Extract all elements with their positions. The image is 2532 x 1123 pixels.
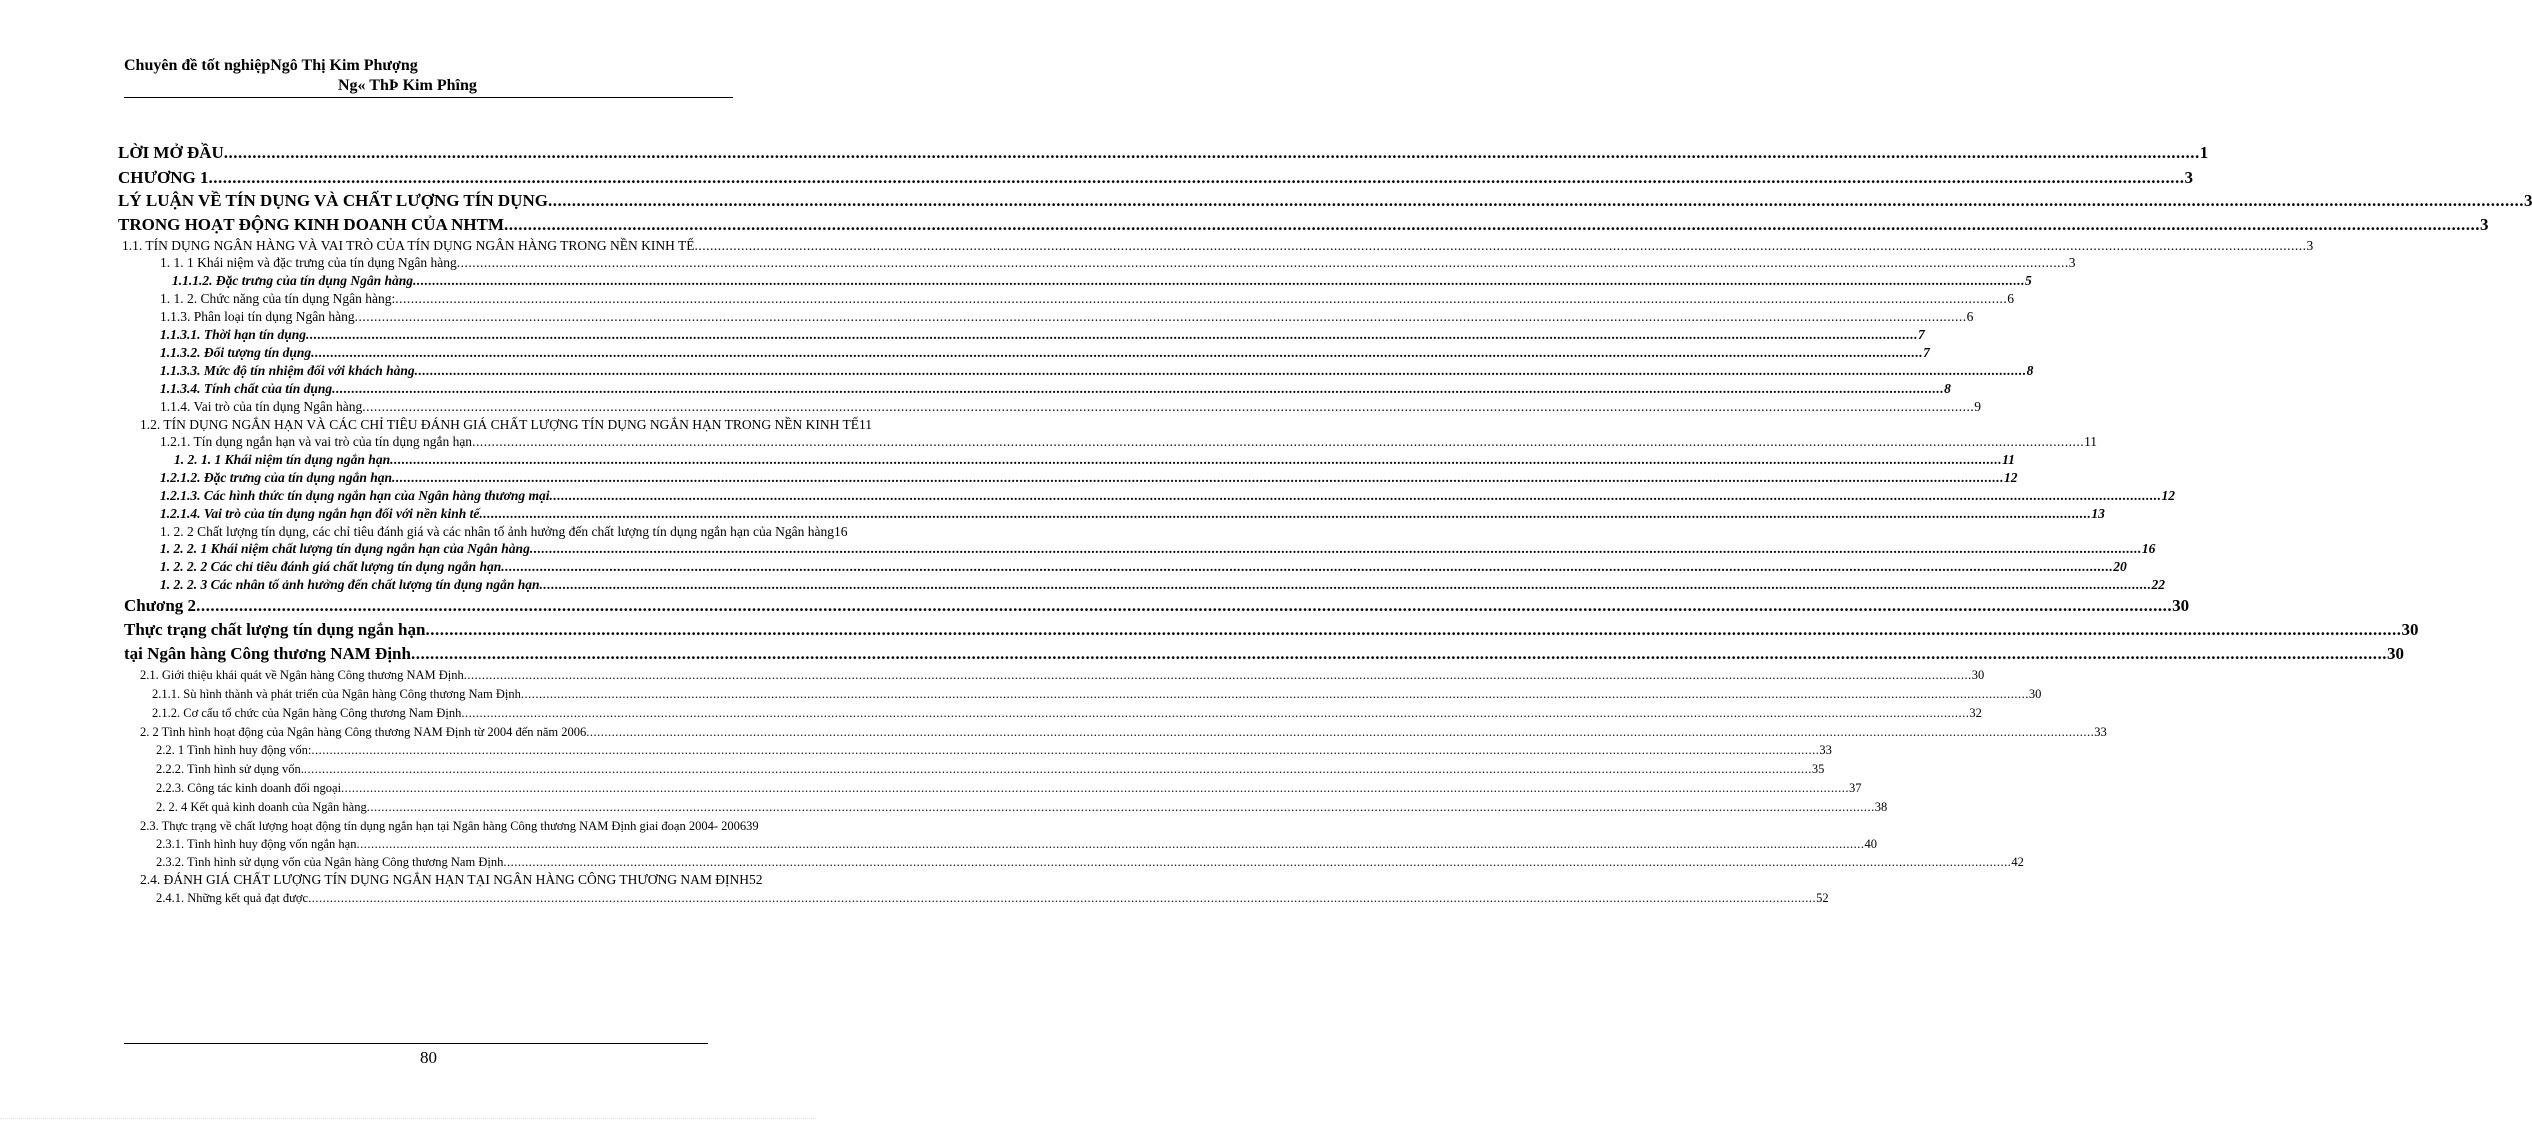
toc-page: 37 xyxy=(1849,781,1862,795)
toc-entry[interactable] xyxy=(118,523,848,540)
toc-page: 1 xyxy=(2199,143,2209,162)
toc-page: 3 xyxy=(2523,191,2532,210)
toc-page: 20 xyxy=(2113,559,2127,574)
toc-entry[interactable] xyxy=(118,871,763,889)
toc-title: 2.3.1. Tình hình huy động vốn ngắn hạn xyxy=(156,837,357,851)
table-of-contents xyxy=(118,141,2532,907)
toc-page: 32 xyxy=(1969,706,1982,720)
toc-entry[interactable] xyxy=(118,540,2156,558)
toc-title: 1.1.3.1. Thời hạn tín dụng xyxy=(160,327,307,342)
toc-page: 42 xyxy=(2011,855,2024,869)
toc-entry[interactable] xyxy=(118,505,2105,523)
toc-entry[interactable] xyxy=(118,798,1888,817)
toc-page: 12 xyxy=(2161,488,2176,503)
page-header xyxy=(124,56,733,96)
toc-title: 1.1.3. Phân loại tín dụng Ngân hàng xyxy=(160,309,355,324)
toc-entry[interactable] xyxy=(118,741,1832,760)
toc-page: 16 xyxy=(833,524,848,539)
toc-page: 16 xyxy=(2141,541,2156,556)
toc-entry[interactable] xyxy=(118,487,2176,505)
toc-page: 3 xyxy=(2068,255,2076,270)
toc-page: 6 xyxy=(1966,309,1974,324)
toc-title: 1. 1. 1 Khái niệm và đặc trưng của tín dụng Ngân hàng xyxy=(160,255,457,270)
toc-entry[interactable] xyxy=(118,642,2404,666)
toc-title: 1.2.1.3. Các hình thức tín dụng ngắn hạn của Ngân hàng thương mại xyxy=(160,488,550,503)
toc-page: 52 xyxy=(1816,891,1829,905)
toc-page: 30 xyxy=(2401,620,2419,639)
toc-title: 2.1.2. Cơ cấu tổ chức của Ngân hàng Công thương Nam Định xyxy=(152,706,462,720)
toc-title: 1.1. TÍN DỤNG NGÂN HÀNG VÀ VAI TRÒ CỦA TÍN DỤNG NGÂN HÀNG TRONG NỀN KINH TẾ xyxy=(122,238,695,253)
toc-title: 1.1.3.4. Tính chất của tín dụng xyxy=(160,381,333,396)
toc-entry[interactable] xyxy=(118,398,1981,416)
toc-entry[interactable] xyxy=(118,380,1951,398)
toc-entry[interactable] xyxy=(118,344,1930,362)
toc-entry[interactable] xyxy=(118,254,2076,272)
toc-title: 2.3.2. Tình hình sử dụng vốn của Ngân hàng Công thương Nam Định xyxy=(156,855,504,869)
toc-entry[interactable] xyxy=(118,817,759,835)
toc-entry[interactable] xyxy=(118,558,2127,576)
toc-title: Chương 2 xyxy=(124,596,197,615)
toc-page: 33 xyxy=(1819,743,1832,757)
toc-entry[interactable] xyxy=(118,685,2042,704)
toc-page: 33 xyxy=(2094,725,2107,739)
toc-entry[interactable] xyxy=(118,416,872,433)
toc-title: 2. 2. 4 Kết quả kinh doanh của Ngân hàng xyxy=(156,800,367,814)
toc-page: 12 xyxy=(2004,470,2018,485)
toc-page: 30 xyxy=(1971,668,1985,682)
toc-title: 2.1. Giới thiệu khái quát về Ngân hàng Công thương NAM Định xyxy=(140,668,464,682)
toc-title: 1.1.3.2. Đối tượng tín dụng xyxy=(160,345,312,360)
toc-entry[interactable] xyxy=(118,779,1862,798)
toc-page: 30 xyxy=(2172,596,2190,615)
toc-entry[interactable] xyxy=(118,723,2107,741)
header-line-1: Chuyên đề tốt nghiệpNgô Thị Kim Phượng xyxy=(124,57,418,74)
toc-title: 2.2.2. Tình hình sử dụng vốn. xyxy=(156,762,304,776)
toc-page: 13 xyxy=(2091,506,2105,521)
toc-page: 8 xyxy=(2026,363,2034,378)
toc-title: 1.2.1.4. Vai trò của tín dụng ngắn hạn đối với nền kinh tế xyxy=(160,506,480,521)
toc-entry[interactable] xyxy=(118,618,2419,642)
toc-entry[interactable] xyxy=(118,433,2098,451)
toc-entry[interactable] xyxy=(118,704,1982,723)
toc-page: 6 xyxy=(2007,291,2015,306)
toc-page: 38 xyxy=(1874,800,1888,814)
toc-title: 1.2.1. Tín dụng ngắn hạn và vai trò của tín dụng ngắn hạn xyxy=(160,434,473,449)
toc-page: 11 xyxy=(2002,452,2015,467)
toc-title: CHƯƠNG 1 xyxy=(118,168,209,187)
toc-title: 2.4. ĐÁNH GIÁ CHẤT LƯỢNG TÍN DỤNG NGẮN HẠN TẠI NGÂN HÀNG CÔNG THƯƠNG NAM ĐỊNH xyxy=(140,872,750,887)
toc-page: 3 xyxy=(2480,215,2489,234)
toc-title: 1. 2. 2 Chất lượng tín dụng, các chỉ tiêu đánh giá và các nhân tố ảnh hưởng đến chất lượng tín dụng ngắn hạn của Ngân hàng xyxy=(160,524,834,539)
toc-entry[interactable] xyxy=(118,290,2015,308)
toc-title: 1. 2. 2. 1 Khái niệm chất lượng tín dụng ngắn hạn của Ngân hàng xyxy=(160,541,530,556)
toc-page: 5 xyxy=(2025,273,2032,288)
toc-entry[interactable] xyxy=(118,853,2024,871)
header-rule xyxy=(124,97,733,98)
toc-entry[interactable] xyxy=(118,594,2190,618)
toc-entry[interactable] xyxy=(118,237,2314,254)
toc-title: 1.1.1.2. Đặc trưng của tín dụng Ngân hàng xyxy=(172,273,414,288)
header-line-2: Ng« ThÞ Kim Phîng xyxy=(338,77,477,94)
page-number: 80 xyxy=(420,1048,437,1067)
toc-entry[interactable] xyxy=(118,576,2166,594)
toc-title: Thực trạng chất lượng tín dụng ngắn hạn xyxy=(124,620,426,639)
footer-rule xyxy=(124,1043,708,1044)
toc-entry[interactable] xyxy=(118,362,2034,380)
toc-title: TRONG HOẠT ĐỘNG KINH DOANH CỦA NHTM xyxy=(118,215,504,234)
toc-entry[interactable] xyxy=(118,308,1974,326)
toc-page: 35 xyxy=(1811,762,1825,776)
toc-entry[interactable] xyxy=(118,166,2194,189)
toc-title: 1.2. TÍN DỤNG NGẮN HẠN VÀ CÁC CHỈ TIÊU ĐÁNH GIÁ CHẤT LƯỢNG TÍN DỤNG NGẮN HẠN TRONG NỀN KINH TẾ xyxy=(140,417,859,432)
toc-entry[interactable] xyxy=(118,760,1825,779)
toc-page: 7 xyxy=(1923,345,1930,360)
toc-page: 40 xyxy=(1864,837,1877,851)
toc-entry[interactable] xyxy=(118,272,2032,290)
toc-title: 1. 1. 2. Chức năng của tín dụng Ngân hàng: xyxy=(160,291,396,306)
toc-page: 3 xyxy=(2184,168,2194,187)
toc-entry[interactable] xyxy=(118,189,2532,213)
toc-entry[interactable] xyxy=(118,451,2015,469)
toc-title: 1. 2. 2. 2 Các chỉ tiêu đánh giá chất lượng tín dụng ngắn hạn xyxy=(160,559,502,574)
toc-entry[interactable] xyxy=(118,835,1877,853)
toc-title: 1.2.1.2. Đặc trưng của tín dụng ngắn hạn xyxy=(160,470,393,485)
toc-title: 1.1.4. Vai trò của tín dụng Ngân hàng xyxy=(160,399,363,414)
toc-title: LỜI MỞ ĐẦU xyxy=(118,143,224,162)
page-edge xyxy=(0,1118,816,1119)
toc-page: 39 xyxy=(746,819,759,833)
toc-page: 30 xyxy=(2386,644,2404,663)
toc-entry[interactable] xyxy=(118,889,1829,907)
toc-title: LÝ LUẬN VỀ TÍN DỤNG VÀ CHẤT LƯỢNG TÍN DỤNG xyxy=(118,191,548,210)
toc-title: 2.4.1. Những kết quả đạt được xyxy=(156,891,309,905)
toc-page: 11 xyxy=(858,417,872,432)
toc-page: 30 xyxy=(2028,687,2042,701)
toc-page: 7 xyxy=(1918,327,1925,342)
toc-entry[interactable] xyxy=(118,469,2018,487)
toc-title: 1. 2. 1. 1 Khái niệm tín dụng ngắn hạn xyxy=(174,452,391,467)
toc-entry[interactable] xyxy=(118,141,2209,164)
toc-title: tại Ngân hàng Công thương NAM Định xyxy=(124,644,411,663)
toc-title: 2.2.3. Công tác kinh doanh đối ngoại xyxy=(156,781,342,795)
toc-title: 2. 2 Tình hình hoạt động của Ngân hàng Công thương NAM Định từ 2004 đến năm 2006 xyxy=(140,725,587,739)
toc-entry[interactable] xyxy=(118,326,1925,344)
toc-page: 22 xyxy=(2151,577,2166,592)
toc-page: 11 xyxy=(2084,434,2098,449)
toc-title: 2.2. 1 Tình hình huy động vốn: xyxy=(156,743,312,757)
toc-entry[interactable] xyxy=(118,213,2489,237)
toc-page: 9 xyxy=(1974,399,1981,414)
toc-page: 52 xyxy=(749,872,763,887)
toc-title: 2.3. Thực trạng về chất lượng hoạt động tín dụng ngắn hạn tại Ngân hàng Công thương NAM Định giai đoạn 2004- 2006 xyxy=(140,819,747,833)
toc-title: 1. 2. 2. 3 Các nhân tố ảnh hưởng đến chất lượng tín dụng ngắn hạn xyxy=(160,577,540,592)
toc-title: 1.1.3.3. Mức độ tín nhiệm đối với khách hàng xyxy=(160,363,415,378)
toc-entry[interactable] xyxy=(118,666,1985,685)
toc-page: 8 xyxy=(1944,381,1951,396)
toc-title: 2.1.1. Sù hình thành và phát triển của Ngân hàng Công thương Nam Định xyxy=(152,687,521,701)
toc-page: 3 xyxy=(2306,238,2314,253)
